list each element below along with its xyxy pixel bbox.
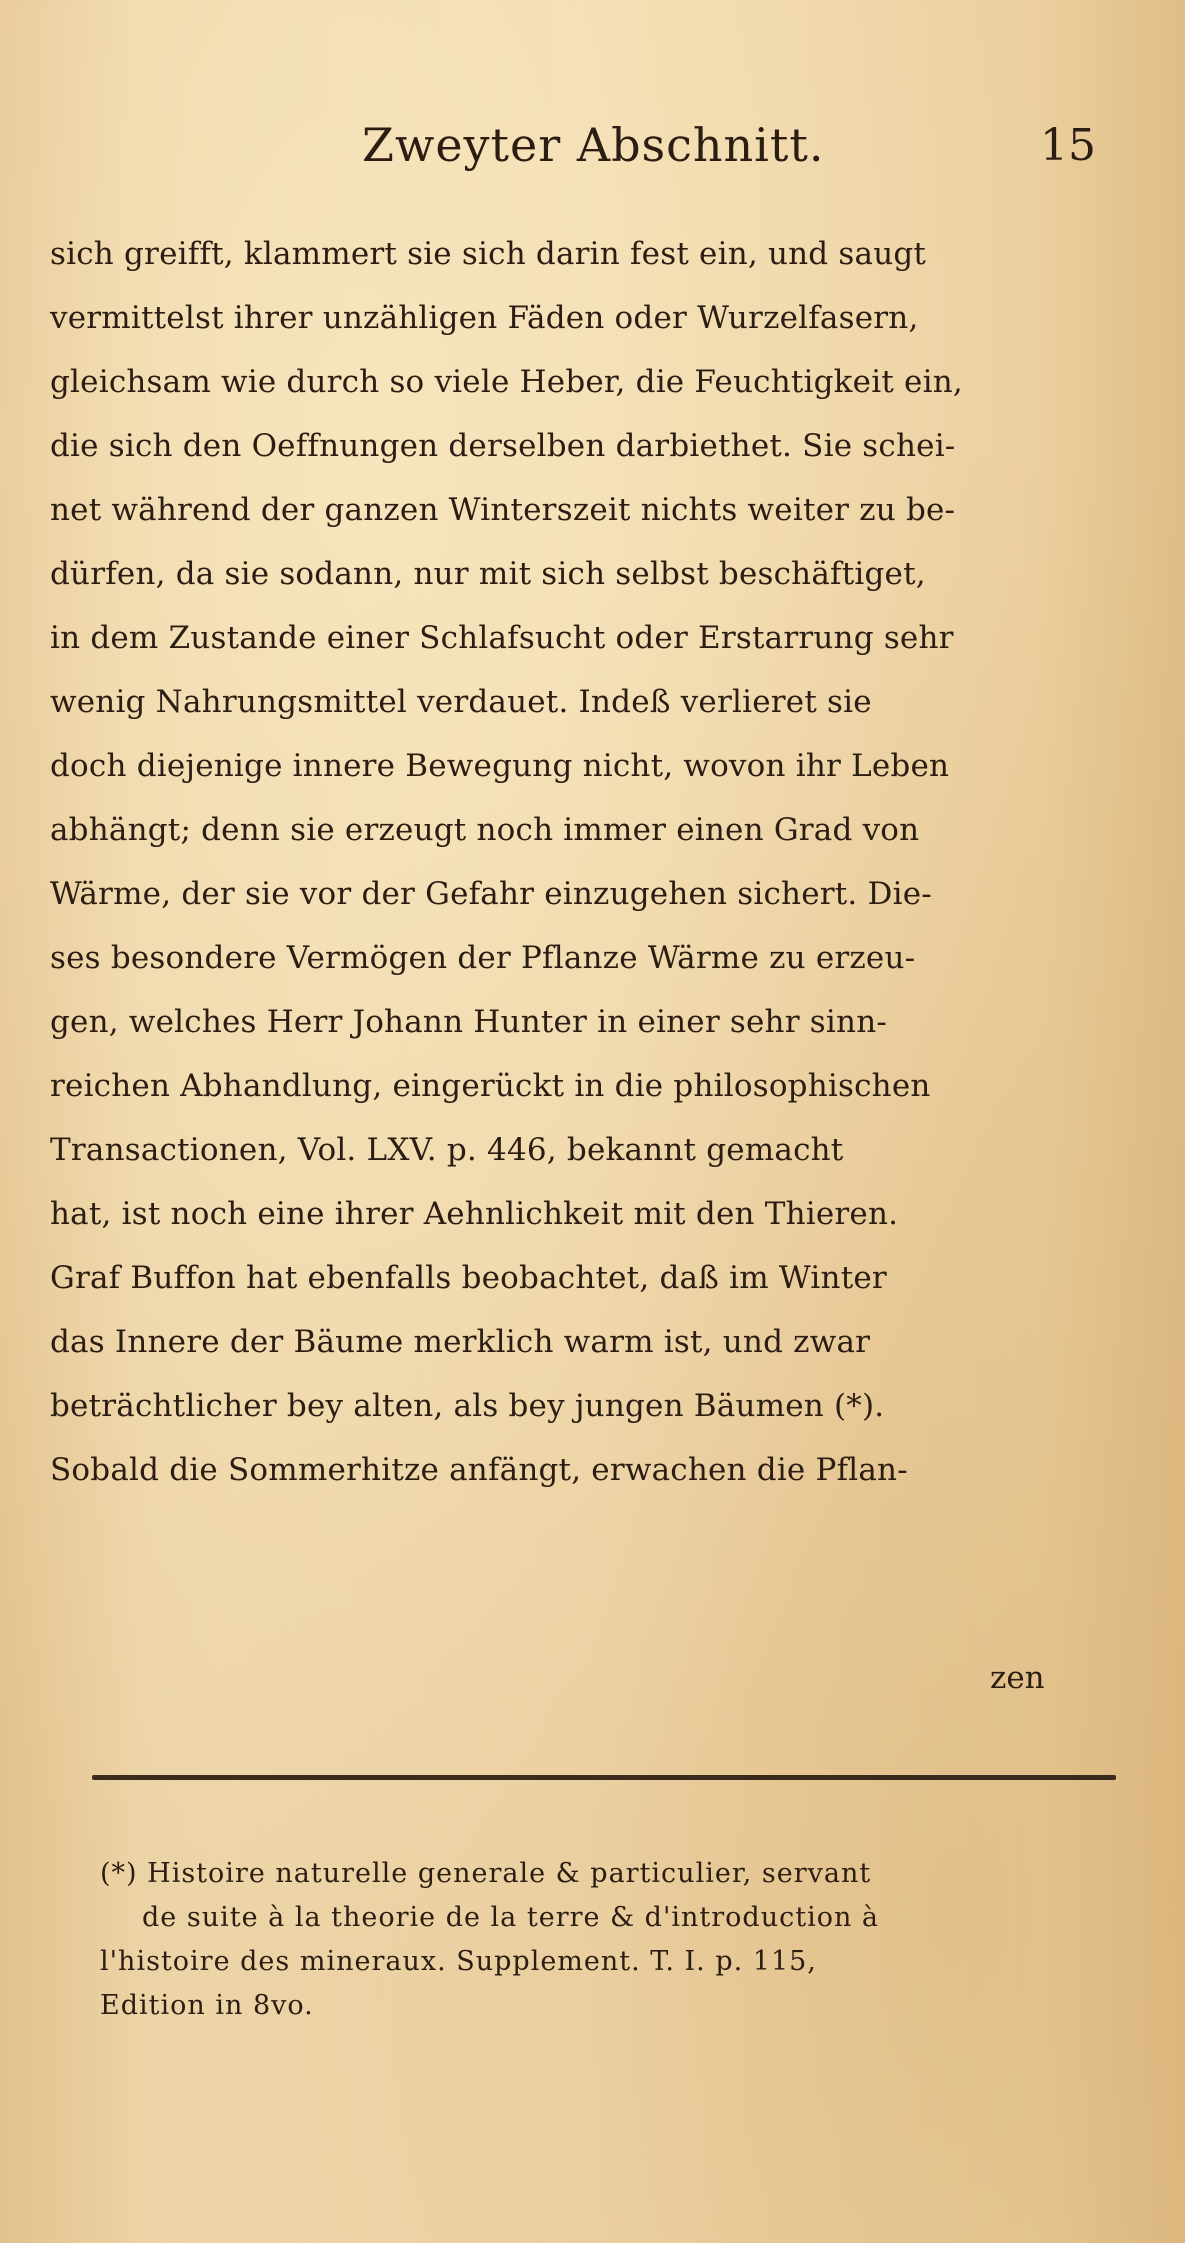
text-line: Sobald die Sommerhitze anfängt, erwachen die Pflan- xyxy=(50,1452,908,1488)
text-line: Graf Buffon hat ebenfalls beobachtet, daß im Winter xyxy=(50,1260,887,1296)
footnote xyxy=(100,1852,1120,2028)
text-line: Wärme, der sie vor der Gefahr einzugehen sichert. Die- xyxy=(50,876,932,912)
text-line: sich greifft, klammert sie sich darin fest ein, und saugt xyxy=(50,236,927,272)
text-line: net während der ganzen Winterszeit nichts weiter zu be- xyxy=(50,492,956,528)
text-line: dürfen, da sie sodann, nur mit sich selbst beschäftiget, xyxy=(50,556,926,592)
text-line: Transactionen, Vol. LXV. p. 446, bekannt gemacht xyxy=(50,1132,844,1168)
text-line: abhängt; denn sie erzeugt noch immer einen Grad von xyxy=(50,812,920,848)
text-line: das Innere der Bäume merklich warm ist, und zwar xyxy=(50,1324,871,1360)
text-line: in dem Zustande einer Schlafsucht oder Erstarrung sehr xyxy=(50,620,954,656)
text-line: doch diejenige innere Bewegung nicht, wovon ihr Leben xyxy=(50,748,950,784)
footnote-line: Edition in 8vo. xyxy=(100,1990,314,2021)
text-line: gleichsam wie durch so viele Heber, die Feuchtigkeit ein, xyxy=(50,364,963,400)
page-number: 15 xyxy=(1040,120,1096,171)
running-header: Zweyter Abschnitt. xyxy=(362,118,825,172)
text-line: hat, ist noch eine ihrer Aehnlichkeit mit den Thieren. xyxy=(50,1196,899,1232)
text-line: reichen Abhandlung, eingerückt in die philosophischen xyxy=(50,1068,931,1104)
text-line: beträchtlicher bey alten, als bey jungen Bäumen (*). xyxy=(50,1388,885,1424)
text-line: wenig Nahrungsmittel verdauet. Indeß verlieret sie xyxy=(50,684,872,720)
text-line: ses besondere Vermögen der Pflanze Wärme zu erzeu- xyxy=(50,940,916,976)
text-line: die sich den Oeffnungen derselben darbiethet. Sie schei- xyxy=(50,428,956,464)
text-line: gen, welches Herr Johann Hunter in einer sehr sinn- xyxy=(50,1004,888,1040)
body-text xyxy=(50,222,1130,1502)
footnote-line: (*) Histoire naturelle generale & particulier, servant xyxy=(100,1858,872,1889)
footnote-divider xyxy=(92,1775,1116,1780)
footnote-line: de suite à la theorie de la terre & d'introduction à xyxy=(142,1902,880,1933)
footnote-line: l'histoire des mineraux. Supplement. T. I. p. 115, xyxy=(100,1946,817,1977)
text-line: vermittelst ihrer unzähligen Fäden oder Wurzelfasern, xyxy=(50,300,919,336)
catchword: zen xyxy=(990,1660,1045,1696)
